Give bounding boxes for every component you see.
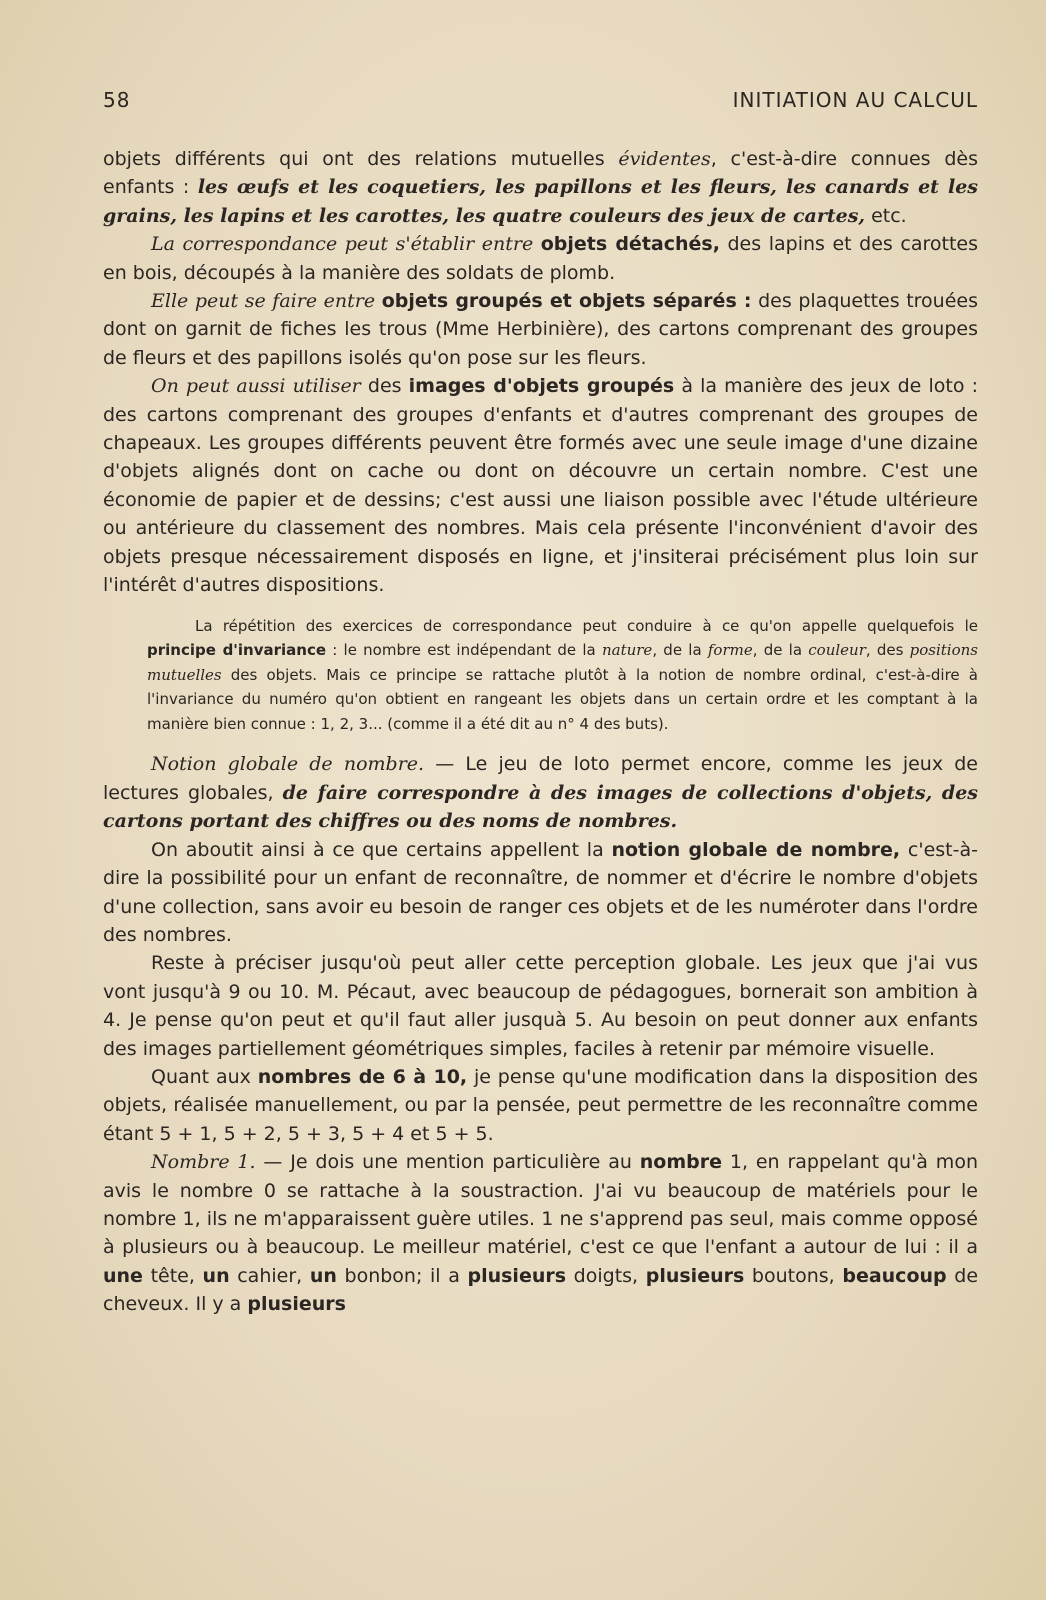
text-run: des lapins et des carottes en bois, découpés à la manière des soldats de plomb. bbox=[103, 233, 978, 284]
paragraph-objets-detaches bbox=[103, 230, 978, 287]
bold-run: objets détachés, bbox=[540, 233, 720, 256]
bold-run: plusieurs bbox=[645, 1264, 745, 1287]
italic-run: Elle peut se faire entre bbox=[151, 290, 376, 313]
paragraph-images-groupes bbox=[103, 372, 978, 599]
text-run: Reste à préciser jusqu'où peut aller cette perception globale. Les jeux que j'ai vus vont jusqu'à 9 ou 10. M. Pécaut, avec beaucoup de pédagogues, bornerait son ambition à 4. Je pense qu'on peut et qu'il faut aller jusquà 5. Au besoin on peut donner aux enfants des images partiellement géométriques simples, faciles à retenir par mémoire visuelle. bbox=[103, 952, 978, 1060]
text-run: , de la bbox=[652, 641, 708, 660]
italic-run: de faire correspondre à des images de collections d'objets, des cartons portant des chiffres ou des noms de nombres. bbox=[103, 781, 979, 833]
italic-run: forme bbox=[707, 641, 753, 660]
page-header bbox=[103, 88, 978, 118]
text-run: boutons, bbox=[744, 1264, 843, 1287]
text-run: à la manière des jeux de loto : des cartons comprenant des groupes d'enfants et d'autres comprenant des groupes de chapeaux. Les groupes différents peuvent être formés avec une seule image d'une dizaine d'objets alignés dont on cache ou dont on découvre un certain nombre. C'est une économie de papier et de dessins; c'est aussi une liaison possible avec l'étude ultérieure ou antérieure du classement des nombres. Mais cela présente l'inconvénient d'avoir des objets presque nécessairement disposés en ligne, et j'insiterai précisément plus loin sur l'intérêt d'autres dispositions. bbox=[103, 375, 978, 597]
text-run: bonbon; il a bbox=[336, 1264, 468, 1287]
italic-run: La correspondance peut s'établir entre bbox=[151, 233, 534, 256]
paragraph-notion-globale bbox=[103, 750, 978, 835]
text-run: : le nombre est indépendant de la bbox=[326, 641, 602, 660]
bold-run: objets groupés et objets séparés : bbox=[381, 290, 752, 313]
text-run: cahier, bbox=[229, 1264, 310, 1287]
italic-run: évidentes bbox=[618, 148, 711, 170]
text-run: c'est-à-dire la possibilité pour un enfant de reconnaître, de nommer et d'écrire le nombre d'objets d'une collection, sans avoir eu besoin de ranger ces objets et de les numéroter dans l'ordre des nombres. bbox=[103, 838, 978, 946]
italic-run: nature bbox=[601, 641, 653, 660]
text-run: La répétition des exercices de correspondance peut conduire à ce qu'on appelle quelquefois le bbox=[195, 616, 978, 635]
italic-run: les œufs et les coquetiers, les papillons et les fleurs, les canards et les grains, les lapins et les carottes, les quatre couleurs des jeux de cartes, bbox=[103, 176, 979, 227]
bold-run: nombres de 6 à 10, bbox=[257, 1065, 468, 1088]
bold-run: un bbox=[202, 1264, 230, 1287]
text-run: , des bbox=[865, 641, 910, 660]
text-run bbox=[533, 233, 541, 255]
text-run: je pense qu'une modification dans la disposition des objets, réalisée manuellement, ou par la pensée, peut permettre de les reconnaître comme étant 5 + 1, 5 + 2, 5 + 3, 5 + 4 et 5 + 5. bbox=[103, 1065, 978, 1145]
bold-run: un bbox=[309, 1264, 337, 1287]
text-run: — Le jeu de loto permet encore, comme les jeux de lectures globales, bbox=[103, 753, 978, 804]
text-run bbox=[375, 290, 382, 312]
text-run: de cheveux. Il y a bbox=[103, 1264, 979, 1316]
bold-run: plusieurs bbox=[467, 1264, 567, 1287]
paragraph-objets-groupes bbox=[103, 287, 978, 372]
paragraph-nombre-1 bbox=[103, 1148, 978, 1318]
text-run: Quant aux bbox=[151, 1065, 258, 1088]
italic-run: Notion globale de nombre. bbox=[151, 753, 425, 776]
italic-run: couleur bbox=[808, 641, 866, 660]
text-run: , c'est-à-dire connues dès enfants : bbox=[103, 148, 978, 199]
text-run: etc. bbox=[865, 204, 907, 227]
bold-run: beaucoup bbox=[842, 1264, 947, 1287]
note-principe-invariance bbox=[103, 614, 978, 737]
page-number: 58 bbox=[103, 88, 131, 112]
paragraph-perception-globale bbox=[103, 949, 978, 1063]
bold-run: nombre bbox=[639, 1151, 722, 1174]
italic-run: On peut aussi utiliser bbox=[151, 375, 361, 398]
paragraph-nombres-6-10 bbox=[103, 1063, 978, 1148]
bold-run: notion globale de nombre, bbox=[611, 838, 901, 861]
text-run: tête, bbox=[142, 1264, 203, 1287]
page-body bbox=[103, 145, 978, 1319]
text-run: doigts, bbox=[566, 1264, 646, 1287]
paragraph-intro bbox=[103, 145, 978, 230]
bold-run: une bbox=[103, 1264, 143, 1287]
italic-run: positions mutuelles bbox=[147, 641, 978, 684]
running-title: INITIATION AU CALCUL bbox=[732, 88, 978, 112]
text-run: des objets. Mais ce principe se rattache plutôt à la notion de nombre ordinal, c'est-à-dire à l'invariance du numéro qu'on obtient en rangeant les objets dans un certain ordre et les comptant à la manière bien connue : 1, 2, 3... (comme il a été dit au n° 4 des buts). bbox=[147, 665, 978, 733]
paragraph-aboutit bbox=[103, 836, 978, 950]
text-run: 1, en rappelant qu'à mon avis le nombre 0 se rattache à la soustraction. J'ai vu beaucoup de matériels pour le nombre 1, ils ne m'apparaissent guère utiles. 1 ne s'apprend pas seul, mais comme opposé à plusieurs ou à beaucoup. Le meilleur matériel, c'est ce que l'enfant a autour de lui : il a bbox=[103, 1151, 978, 1259]
text-run: , de la bbox=[752, 641, 809, 660]
text-run: des bbox=[360, 375, 409, 398]
text-run: — Je dois une mention particulière au bbox=[255, 1151, 640, 1174]
text-run: On aboutit ainsi à ce que certains appellent la bbox=[151, 838, 612, 861]
text-run: des plaquettes trouées dont on garnit de fiches les trous (Mme Herbinière), des cartons comprenant des groupes de fleurs et des papillons isolés qu'on pose sur les fleurs. bbox=[103, 290, 978, 369]
bold-run: plusieurs bbox=[247, 1293, 346, 1316]
text-run: objets différents qui ont des relations mutuelles bbox=[103, 148, 619, 170]
bold-run: images d'objets groupés bbox=[408, 375, 675, 398]
italic-run: Nombre 1. bbox=[151, 1151, 256, 1174]
bold-run: principe d'invariance bbox=[147, 641, 327, 660]
